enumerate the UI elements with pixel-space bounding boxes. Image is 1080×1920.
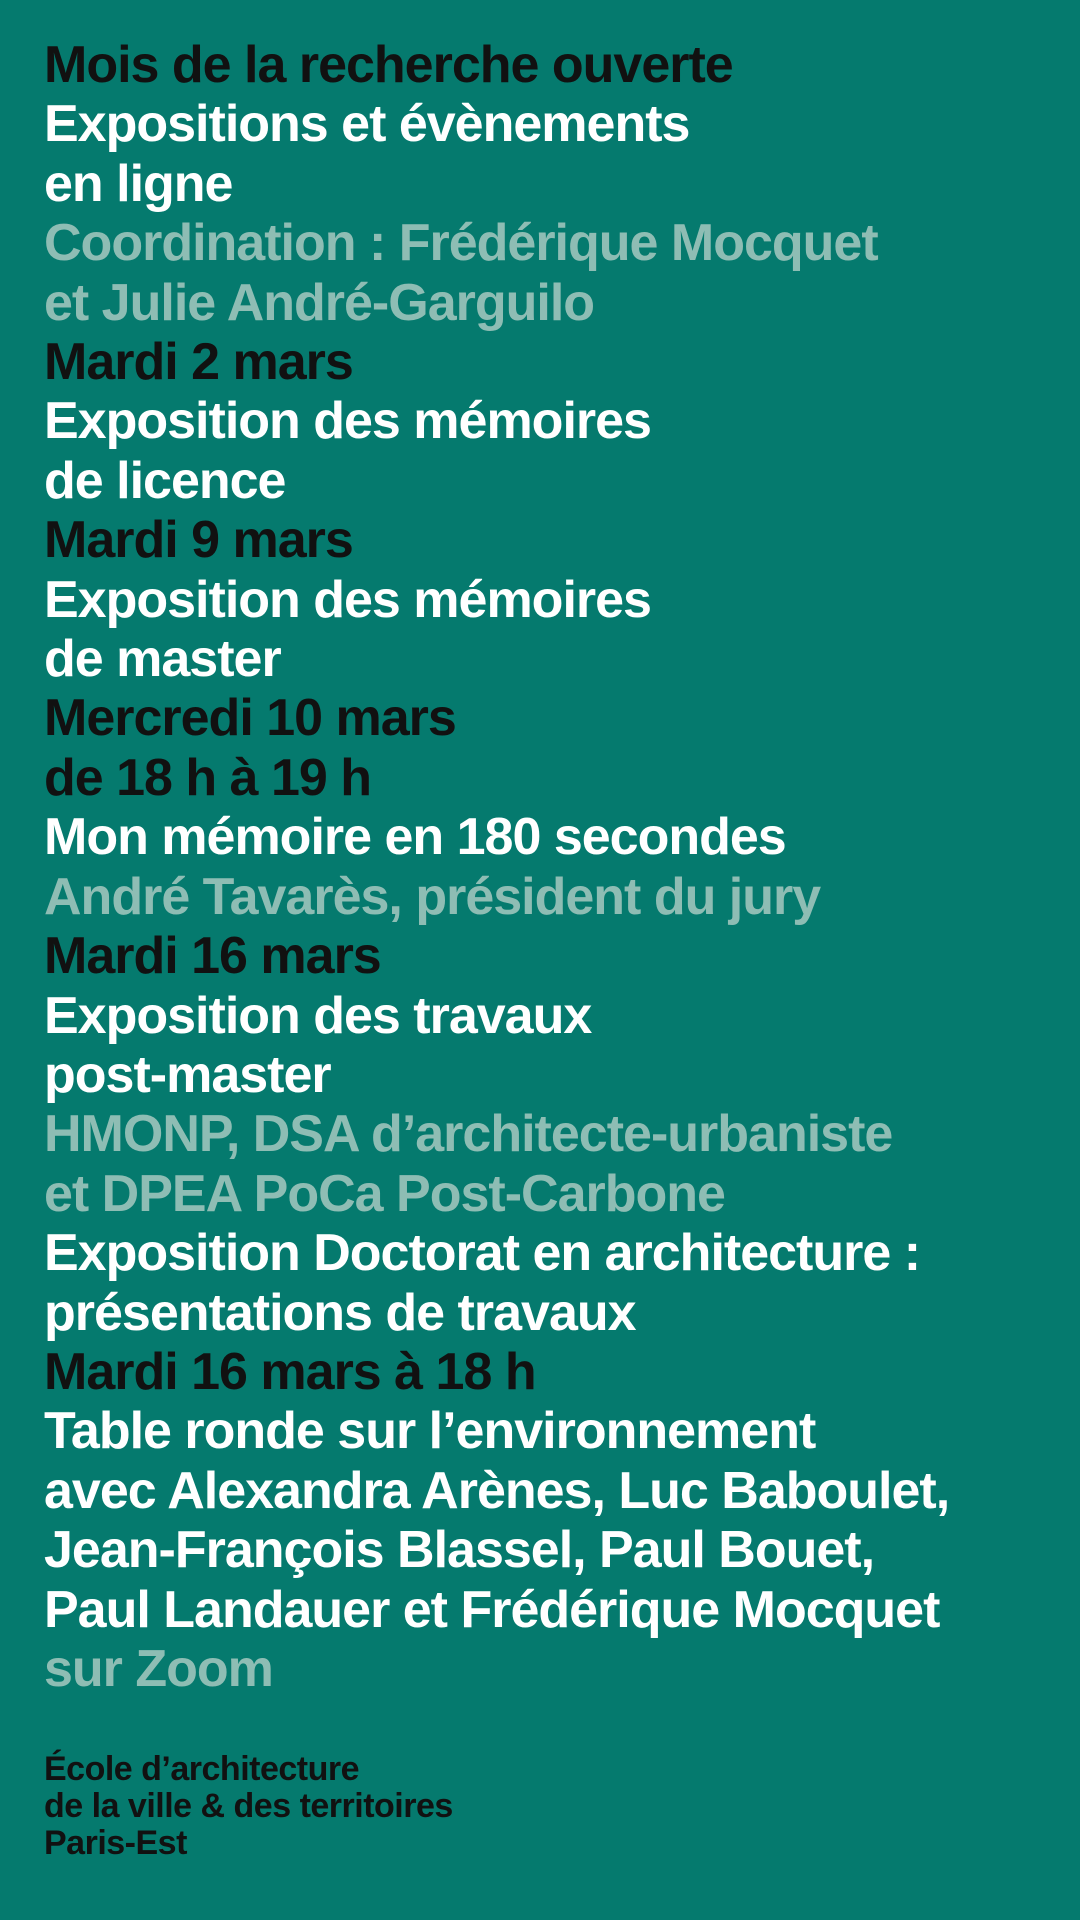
event-title-line: Exposition des travaux bbox=[44, 986, 592, 1045]
event-date-line: Mardi 9 mars bbox=[44, 511, 353, 570]
school-name-line: Paris-Est bbox=[44, 1824, 187, 1863]
event-speaker-line: avec Alexandra Arènes, Luc Baboulet, bbox=[44, 1461, 950, 1520]
event-title-line: Exposition Doctorat en architecture : bbox=[44, 1224, 921, 1283]
event-date-line: Mardi 16 mars à 18 h bbox=[44, 1342, 536, 1401]
event-time-line: de 18 h à 19 h bbox=[44, 748, 372, 807]
event-speaker-line: André Tavarès, président du jury bbox=[44, 867, 821, 926]
event-date-line: Mercredi 10 mars bbox=[44, 689, 456, 748]
coordination-line: et Julie André-Garguilo bbox=[44, 273, 595, 332]
event-title-line: Exposition des mémoires bbox=[44, 392, 651, 451]
poster-title-line: Mois de la recherche ouverte bbox=[44, 36, 733, 94]
event-title-line: Mon mémoire en 180 secondes bbox=[44, 808, 786, 867]
event-speaker-line: Paul Landauer et Frédérique Mocquet bbox=[44, 1580, 940, 1639]
event-title-line: Exposition des mémoires bbox=[44, 570, 651, 629]
event-platform-line: sur Zoom bbox=[44, 1639, 273, 1698]
event-title-line: présentations de travaux bbox=[44, 1283, 636, 1342]
event-title-line: de master bbox=[44, 630, 281, 689]
event-detail-line: HMONP, DSA d’architecte-urbaniste bbox=[44, 1105, 893, 1164]
poster-subtitle-line: en ligne bbox=[44, 154, 233, 213]
event-title-line: de licence bbox=[44, 451, 286, 510]
coordination-line: Coordination : Frédérique Mocquet bbox=[44, 214, 878, 273]
event-title-line: Table ronde sur l’environnement bbox=[44, 1402, 816, 1461]
event-title-line: post-master bbox=[44, 1045, 331, 1104]
event-detail-line: et DPEA PoCa Post-Carbone bbox=[44, 1164, 725, 1223]
school-name-line: École d’architecture bbox=[44, 1750, 360, 1789]
event-date-line: Mardi 2 mars bbox=[44, 333, 353, 392]
poster-subtitle-line: Expositions et évènements bbox=[44, 95, 690, 154]
event-speaker-line: Jean-François Blassel, Paul Bouet, bbox=[44, 1521, 875, 1580]
event-schedule bbox=[44, 36, 1050, 1699]
school-signature bbox=[44, 1751, 1050, 1862]
event-date-line: Mardi 16 mars bbox=[44, 927, 381, 986]
school-name-line: de la ville & des territoires bbox=[44, 1787, 453, 1826]
